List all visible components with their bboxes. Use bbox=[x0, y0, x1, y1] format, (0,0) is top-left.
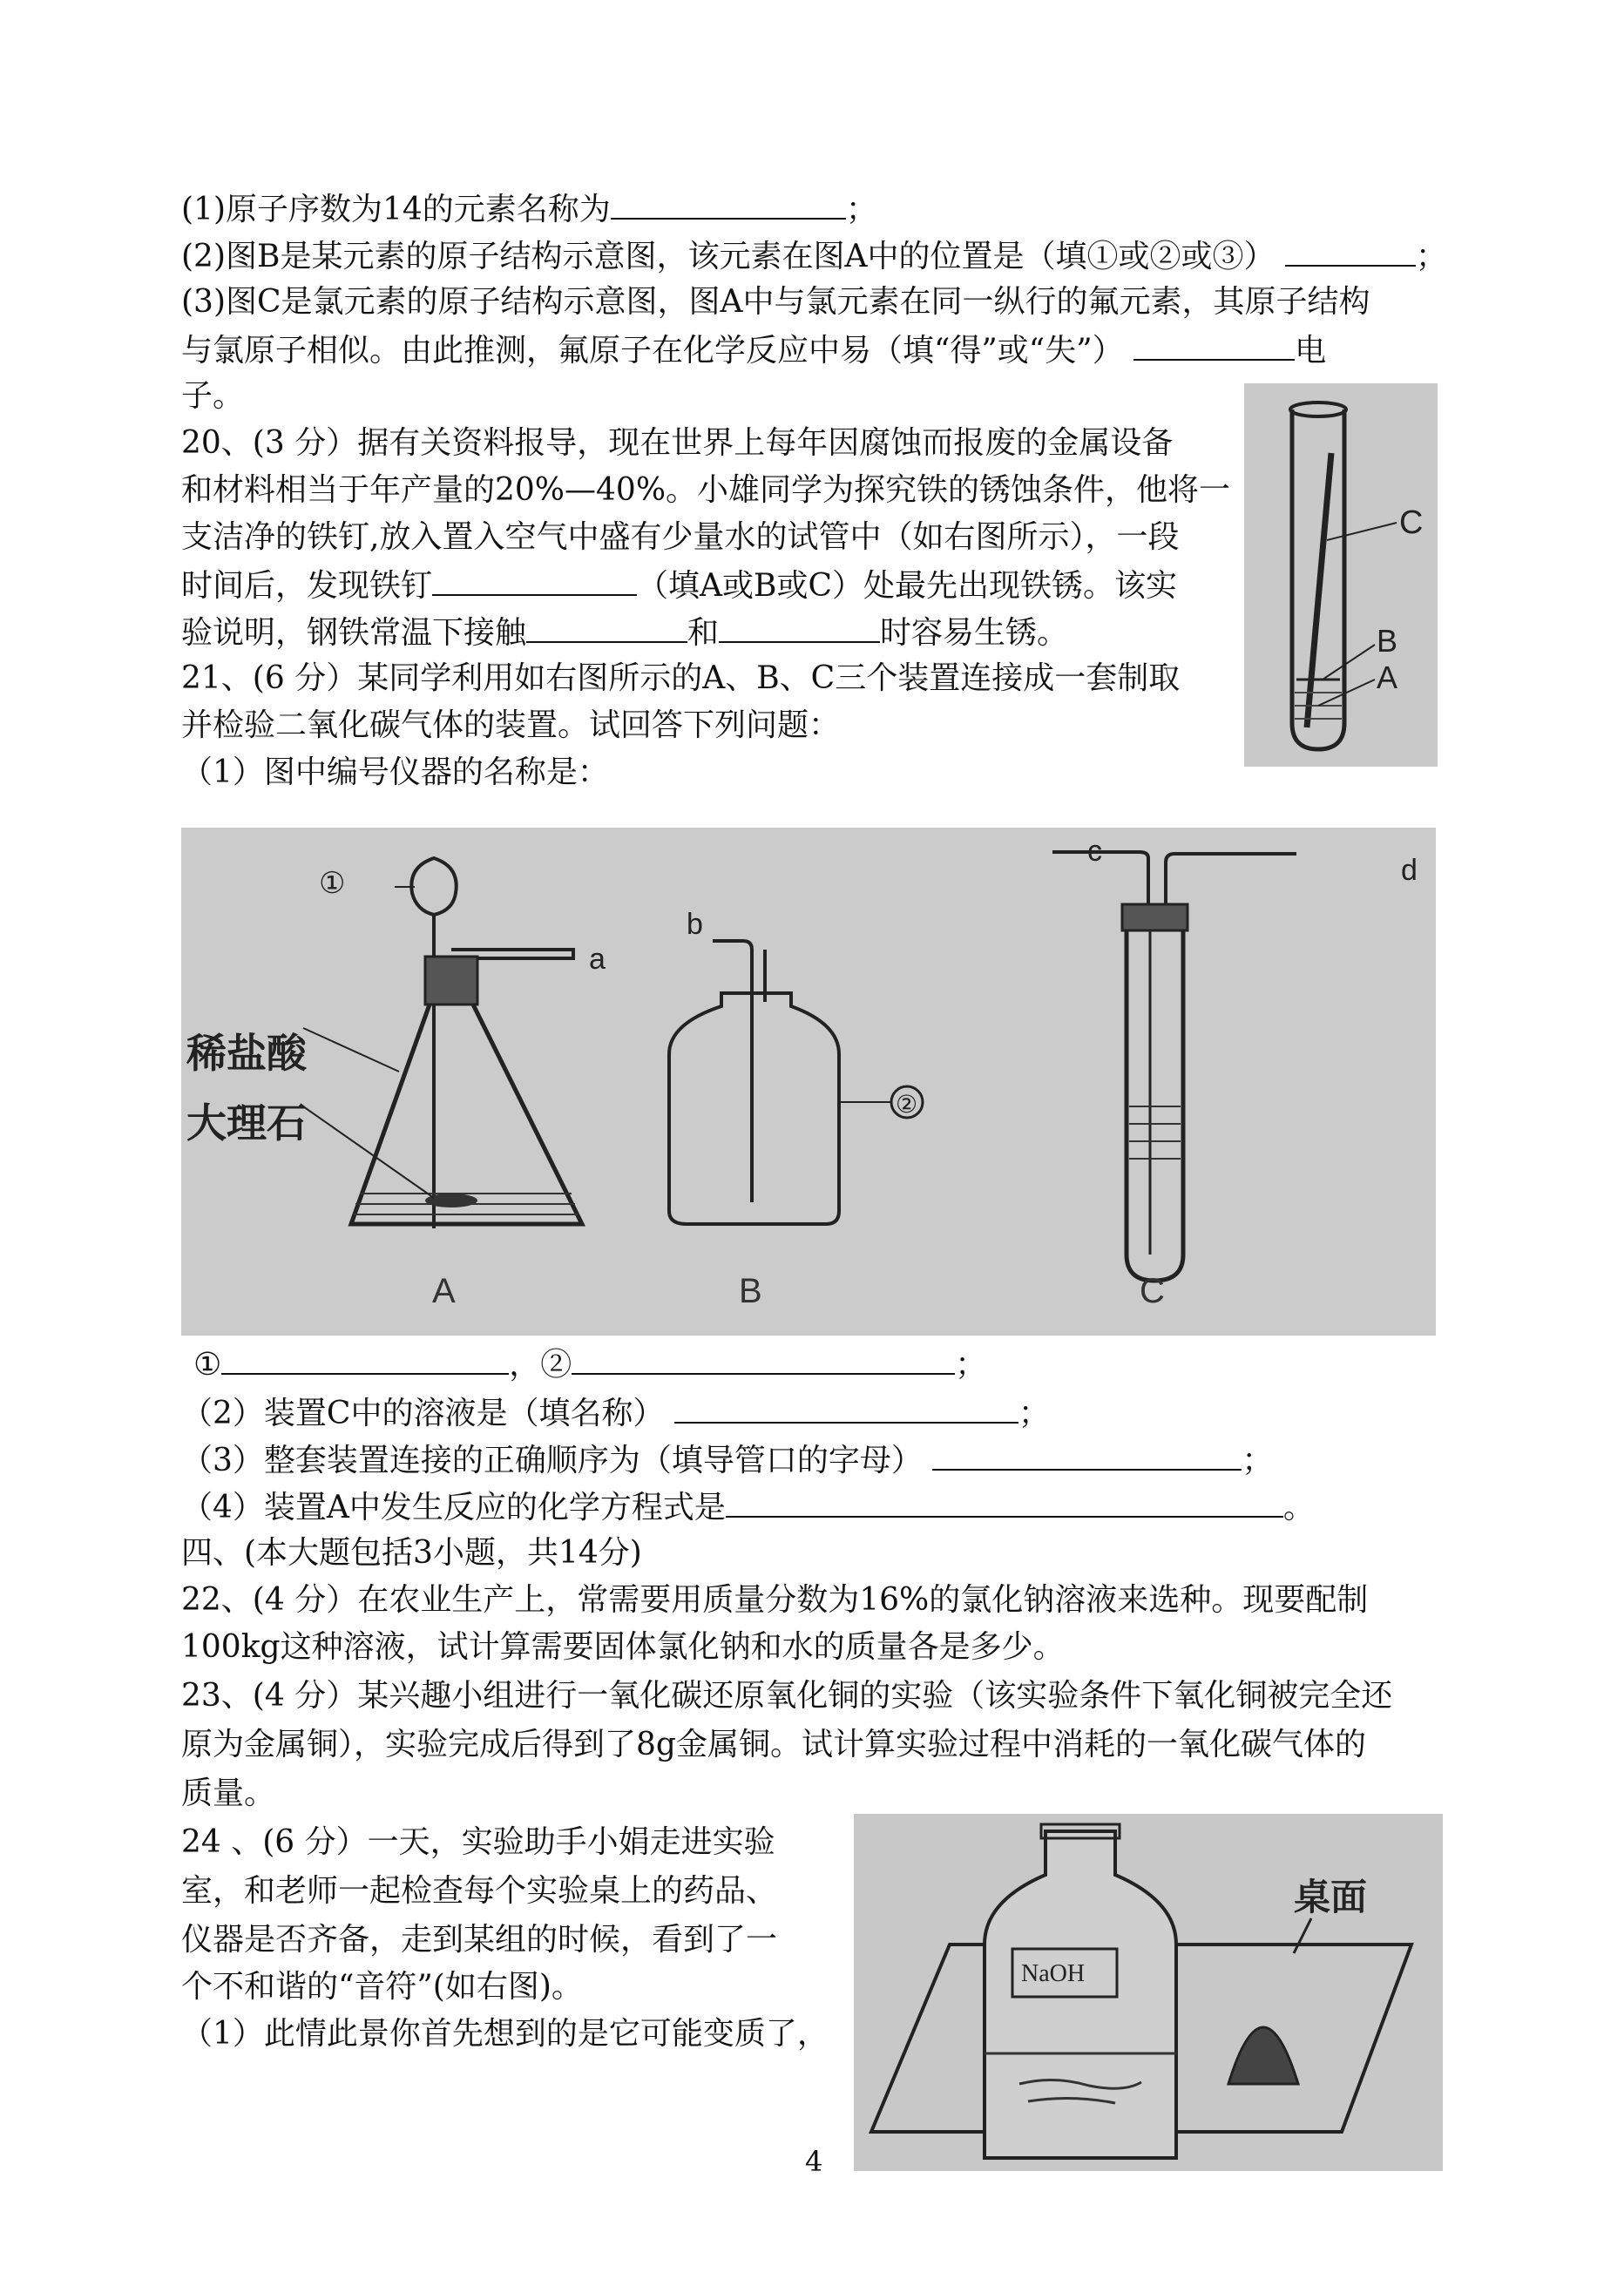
q24-text: 24 、(6 分）一天，实验助手小娟走进实验 bbox=[181, 1824, 775, 1860]
answer-blank[interactable] bbox=[221, 1342, 509, 1375]
q20-text: 和材料相当于年产量的20%—40%。小雄同学为探究铁的锈蚀条件，他将一 bbox=[181, 472, 1231, 508]
q20-text: 20、(3 分）据有关资料报导，现在世界上每年因腐蚀而报废的金属设备 bbox=[181, 425, 1174, 461]
co2-apparatus-figure bbox=[181, 828, 1436, 1336]
q21-text: 并检验二氧化碳气体的装置。试回答下列问题： bbox=[181, 707, 841, 743]
q22-text: 100kg这种溶液，试计算需要固体氯化钠和水的质量各是多少。 bbox=[181, 1629, 1065, 1665]
section-four-heading: 四、(本大题包括3小题，共14分) bbox=[181, 1535, 642, 1571]
q19-part3: (3)图C是氯元素的原子结构示意图，图A中与氯元素在同一纵行的氟元素，其原子结构 bbox=[181, 284, 1370, 320]
q24-text: （1）此情此景你首先想到的是它可能变质了， bbox=[181, 2016, 829, 2052]
caption-a: A bbox=[432, 1272, 456, 1310]
tube-label-b: b bbox=[687, 908, 703, 941]
answer-blank[interactable] bbox=[1133, 328, 1295, 361]
q23-text: 原为金属铜），实验完成后得到了8g金属铜。试计算实验过程中消耗的一氧化碳气体的 bbox=[181, 1727, 1366, 1762]
q19-part2: (2)图B是某元素的原子结构示意图，该元素在图A中的位置是（填①或②或③） ； bbox=[181, 233, 1447, 279]
label-1: ① bbox=[319, 866, 346, 901]
tube-label-a: A bbox=[1377, 659, 1398, 695]
q23-text: 23、(4 分）某兴趣小组进行一氧化碳还原氧化铜的实验（该实验条件下氧化铜被完全还 bbox=[181, 1678, 1393, 1714]
test-tube-drawing bbox=[1244, 383, 1438, 767]
naoh-drawing bbox=[854, 1814, 1443, 2171]
caption-c: C bbox=[1140, 1272, 1165, 1310]
tube-label-b: B bbox=[1377, 623, 1398, 659]
q19-part1: (1)原子序数为14的元素名称为 ； bbox=[181, 186, 877, 232]
q19-part3-end: 子。 bbox=[181, 378, 245, 414]
answer-blank[interactable] bbox=[1285, 233, 1416, 267]
iron-nail-test-tube-figure bbox=[1244, 383, 1438, 767]
q21-part3: （3）整套装置连接的正确顺序为（填导管口的字母） ； bbox=[181, 1437, 1273, 1483]
tube-label-a: a bbox=[589, 943, 606, 976]
naoh-bottle-figure bbox=[854, 1814, 1443, 2171]
q20-text: 时间后，发现铁钉 （填A或B或C）处最先出现铁锈。该实 bbox=[181, 563, 1177, 608]
caption-b: B bbox=[739, 1272, 762, 1310]
apparatus-drawing bbox=[181, 828, 1436, 1336]
q21-part2: （2）装置C中的溶液是（填名称） ； bbox=[181, 1390, 1050, 1436]
desk-label: 桌面 bbox=[1294, 1876, 1368, 1918]
answer-blank[interactable] bbox=[674, 1390, 1018, 1424]
q20-text: 支洁净的铁钉,放入置入空气中盛有少量水的试管中（如右图所示），一段 bbox=[181, 519, 1180, 555]
q21-part4: （4）装置A中发生反应的化学方程式是 。 bbox=[181, 1485, 1315, 1530]
tube-label-c: c bbox=[1087, 835, 1102, 868]
label-marble: 大理石 bbox=[186, 1099, 307, 1146]
naoh-label: NaOH bbox=[1021, 1960, 1086, 1987]
answer-blank[interactable] bbox=[726, 1485, 1283, 1518]
page-number: 4 bbox=[805, 2145, 823, 2178]
answer-blank[interactable] bbox=[932, 1437, 1242, 1471]
label-dilute-hcl: 稀盐酸 bbox=[186, 1030, 307, 1077]
answer-blank[interactable] bbox=[432, 563, 637, 596]
tube-label-c: C bbox=[1399, 504, 1424, 541]
q24-text: 仪器是否齐备，走到某组的时候，看到了一 bbox=[181, 1922, 778, 1958]
answer-blank[interactable] bbox=[719, 610, 880, 643]
q19-part3-cont: 与氯原子相似。由此推测，氟原子在化学反应中易（填“得”或“失”） 电 bbox=[181, 328, 1326, 373]
label-2: ② bbox=[896, 1090, 918, 1119]
q21-text: （1）图中编号仪器的名称是： bbox=[181, 754, 609, 790]
q24-text: 室，和老师一起检查每个实验桌上的药品、 bbox=[181, 1873, 778, 1909]
answer-blank[interactable] bbox=[572, 1342, 955, 1375]
q23-text: 质量。 bbox=[181, 1776, 276, 1811]
q21-part1: ① ，② ； bbox=[193, 1342, 986, 1387]
answer-blank[interactable] bbox=[526, 610, 687, 643]
q21-text: 21、(6 分）某同学利用如右图所示的A、B、C三个装置连接成一套制取 bbox=[181, 660, 1181, 696]
tube-label-d: d bbox=[1401, 854, 1418, 887]
answer-blank[interactable] bbox=[611, 186, 846, 220]
q20-text: 验说明，钢铁常温下接触 和 时容易生锈。 bbox=[181, 610, 1068, 655]
q24-text: 个不和谐的“音符”(如右图)。 bbox=[181, 1969, 583, 2005]
q22-text: 22、(4 分）在农业生产上，常需要用质量分数为16%的氯化钠溶液来选种。现要配制 bbox=[181, 1582, 1369, 1618]
